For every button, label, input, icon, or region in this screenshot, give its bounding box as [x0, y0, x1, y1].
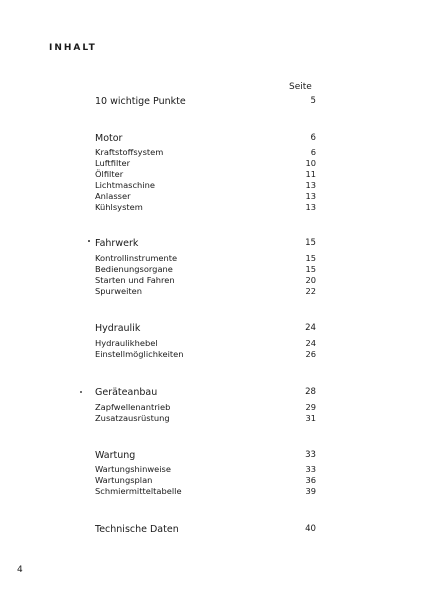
toc-heading-page: 40 — [305, 524, 316, 534]
toc-item-label: Kraftstoffsystem — [95, 147, 164, 157]
toc-item-page: 11 — [305, 169, 316, 179]
toc-item-page: 6 — [310, 147, 316, 157]
toc-item-label: Luftfilter — [95, 158, 131, 168]
toc-item-label: Starten und Fahren — [95, 275, 175, 285]
toc-item-page: 36 — [305, 475, 316, 485]
toc-item-label: Lichtmaschine — [95, 180, 155, 190]
toc-heading-page: 6 — [310, 133, 316, 143]
toc-item-label: Zusatzausrüstung — [95, 413, 170, 423]
toc-heading-fahrwerk — [95, 238, 316, 250]
toc-item-label: Einstellmöglichkeiten — [95, 349, 184, 359]
toc-heading-wartung — [95, 450, 316, 462]
toc-item-page: 10 — [305, 158, 316, 168]
toc-heading-page: 28 — [305, 387, 316, 397]
toc-heading-label: Wartung — [95, 450, 136, 461]
page-title: INHALT — [49, 43, 97, 53]
toc-item-label: Ölfilter — [95, 169, 124, 179]
column-header-seite: Seite — [289, 82, 312, 92]
toc-item-label: Wartungshinweise — [95, 464, 171, 474]
toc-item-page: 39 — [305, 486, 316, 496]
toc-item-label: Wartungsplan — [95, 475, 153, 485]
toc-heading-page: 24 — [305, 323, 316, 333]
toc-item-page: 31 — [305, 413, 316, 423]
toc-heading-10-wichtige-punkte — [95, 96, 316, 108]
toc-heading-technische-daten — [95, 524, 316, 536]
toc-item-label: Hydraulikhebel — [95, 338, 158, 348]
toc-item-einstellmoeglichkeiten — [95, 349, 316, 361]
toc-item-page: 13 — [305, 180, 316, 190]
toc-item-label: Kontrollinstrumente — [95, 253, 178, 263]
toc-heading-label: Geräteanbau — [95, 387, 158, 398]
page-number: 4 — [17, 565, 23, 575]
toc-item-page: 24 — [305, 338, 316, 348]
toc-heading-label: 10 wichtige Punkte — [95, 96, 186, 107]
toc-heading-page: 33 — [305, 450, 316, 460]
toc-item-page: 13 — [305, 202, 316, 212]
toc-item-page: 33 — [305, 464, 316, 474]
toc-item-label: Schmiermitteltabelle — [95, 486, 182, 496]
toc-item-page: 29 — [305, 402, 316, 412]
toc-item-label: Bedienungsorgane — [95, 264, 173, 274]
toc-item-label: Zapfwellenantrieb — [95, 402, 171, 412]
toc-item-label: Spurweiten — [95, 286, 143, 296]
toc-heading-label: Hydraulik — [95, 323, 141, 334]
toc-heading-label: Fahrwerk — [95, 238, 139, 249]
toc-item-label: Kühlsystem — [95, 202, 143, 212]
toc-heading-label: Motor — [95, 133, 123, 144]
toc-item-page: 22 — [305, 286, 316, 296]
toc-item-spurweiten — [95, 286, 316, 298]
toc-heading-label: Technische Daten — [95, 524, 179, 535]
scan-speck — [80, 391, 82, 393]
scan-speck — [88, 240, 90, 242]
toc-item-kuehlsystem — [95, 202, 316, 214]
toc-item-page: 15 — [305, 253, 316, 263]
toc-item-page: 15 — [305, 264, 316, 274]
toc-heading-page: 5 — [310, 96, 316, 106]
toc-item-schmiermitteltabelle — [95, 486, 316, 498]
toc-item-page: 26 — [305, 349, 316, 359]
toc-item-page: 13 — [305, 191, 316, 201]
toc-item-label: Anlasser — [95, 191, 131, 201]
toc-heading-geraeteanbau — [95, 387, 316, 399]
toc-item-page: 20 — [305, 275, 316, 285]
toc-item-zusatzausruestung — [95, 413, 316, 425]
toc-heading-hydraulik — [95, 323, 316, 335]
toc-heading-page: 15 — [305, 238, 316, 248]
toc-heading-motor — [95, 133, 316, 145]
